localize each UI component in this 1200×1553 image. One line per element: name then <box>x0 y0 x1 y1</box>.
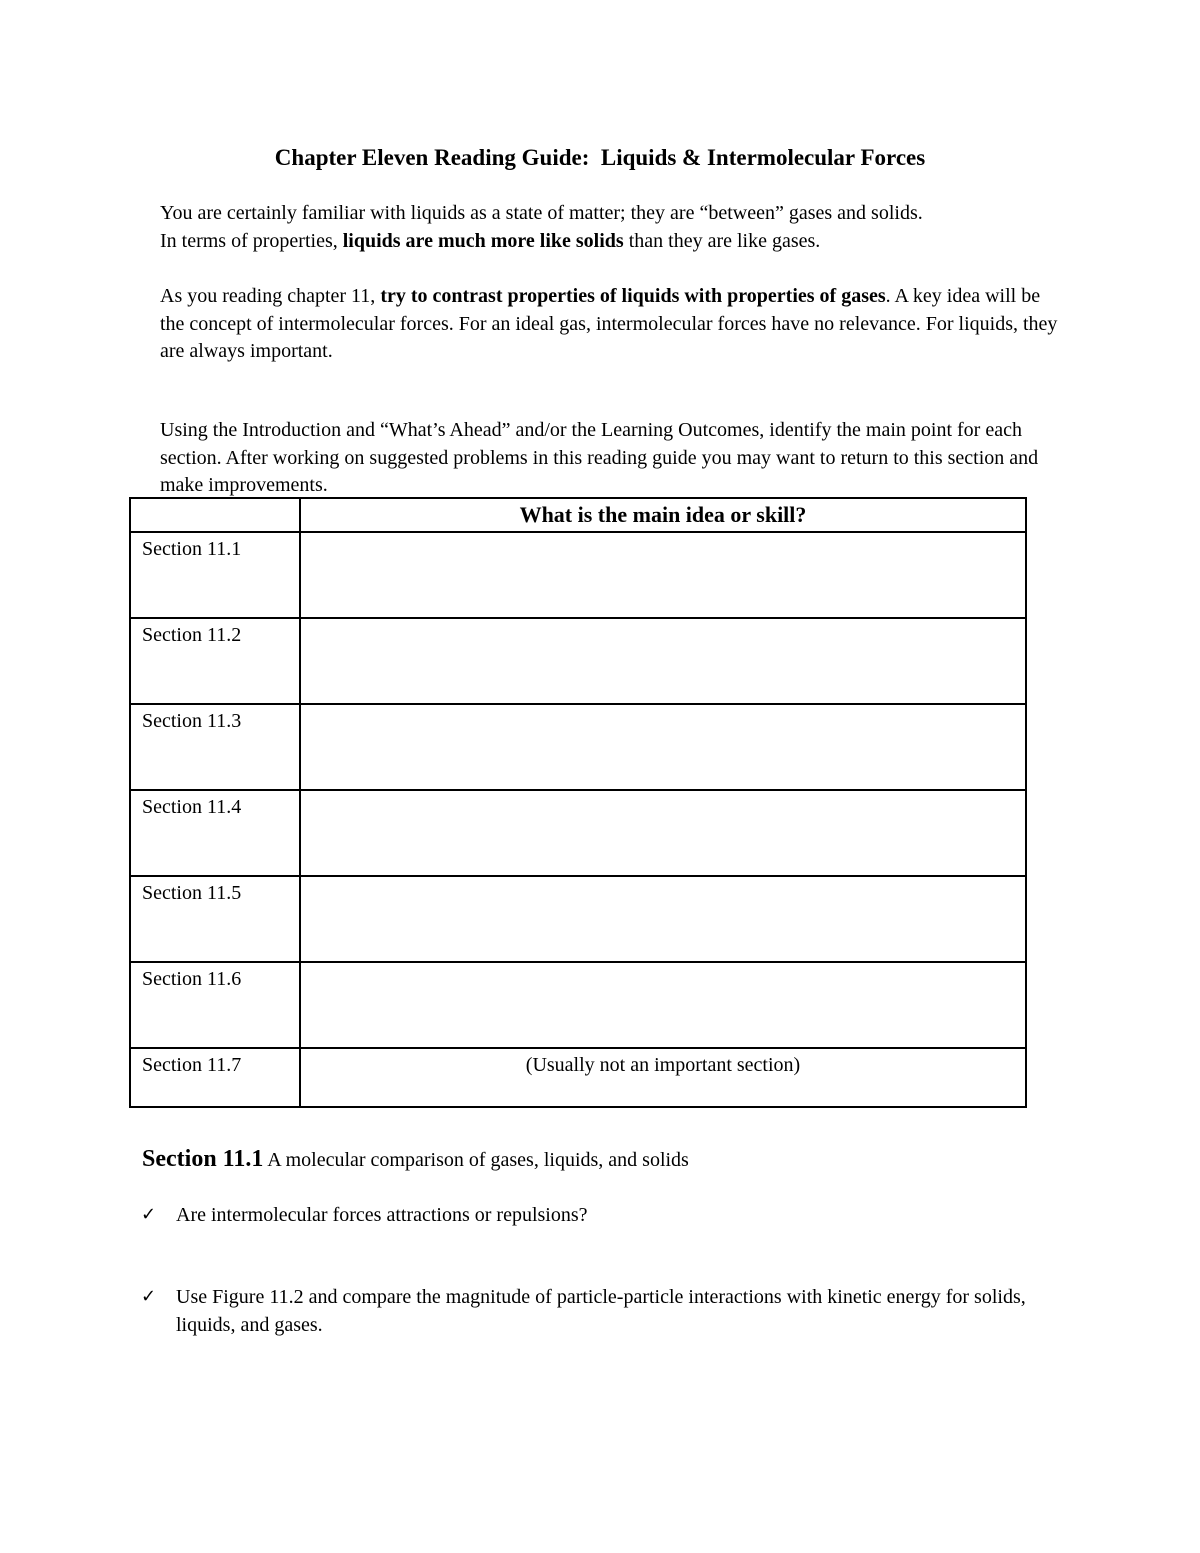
table-row <box>130 790 1026 876</box>
header-main-idea: What is the main idea or skill? <box>300 498 1026 532</box>
intro-line-2-post: than they are like gases. <box>623 229 821 252</box>
section-number: Section 11.1 <box>142 1146 264 1172</box>
main-idea-cell[interactable] <box>300 532 1026 618</box>
intro-line-2-bold: liquids are much more like solids <box>342 229 624 252</box>
main-idea-cell[interactable] <box>300 962 1026 1048</box>
question-text: Use Figure 11.2 and compare the magnitude of particle-particle interactions with kinetic energy for solids, liquids, and gases. <box>176 1286 1026 1336</box>
section-title: A molecular comparison of gases, liquids, and solids <box>263 1149 689 1171</box>
check-icon: ✓ <box>141 1286 157 1307</box>
intro-line-1: You are certainly familiar with liquids as a state of matter; they are “between” gases and solids. <box>160 202 923 224</box>
main-idea-cell[interactable] <box>300 618 1026 704</box>
question-text: Are intermolecular forces attractions or repulsions? <box>176 1204 588 1226</box>
contrast-post: . A key idea will be the concept of intermolecular forces. For an ideal gas, intermolecular forces have no relevance. For liquids, they are always important. <box>160 285 1058 362</box>
table-row <box>130 704 1026 790</box>
section-label: Section 11.4 <box>130 790 300 876</box>
contrast-bold: try to contrast properties of liquids with properties of gases <box>380 285 886 307</box>
table-row <box>130 618 1026 704</box>
intro-paragraph <box>160 200 1060 255</box>
section-label: Section 11.2 <box>130 618 300 704</box>
table-header-row <box>130 498 1026 532</box>
intro-line-2-pre: In terms of properties, <box>160 229 343 252</box>
header-empty-cell <box>130 498 300 532</box>
contrast-paragraph <box>160 283 1060 366</box>
section-label: Section 11.7 <box>130 1048 300 1107</box>
instructions-paragraph: Using the Introduction and “What’s Ahead” and/or the Learning Outcomes, identify the main point for each section. After working on suggested problems in this reading guide you may want to return to this section and make improvements. <box>160 419 1039 496</box>
table-row <box>130 876 1026 962</box>
section-label: Section 11.5 <box>130 876 300 962</box>
section-label: Section 11.6 <box>130 962 300 1048</box>
table-row <box>130 1048 1026 1107</box>
section-heading <box>142 1144 689 1175</box>
table-row <box>130 962 1026 1048</box>
main-idea-cell[interactable] <box>300 876 1026 962</box>
main-idea-cell[interactable] <box>300 704 1026 790</box>
main-idea-table <box>129 497 1027 1108</box>
contrast-pre: As you reading chapter 11, <box>160 285 381 307</box>
page-title: Chapter Eleven Reading Guide: Liquids & Intermolecular Forces <box>274 145 926 170</box>
section-label: Section 11.1 <box>130 532 300 618</box>
section-label: Section 11.3 <box>130 704 300 790</box>
main-idea-cell: (Usually not an important section) <box>300 1048 1026 1107</box>
main-idea-cell[interactable] <box>300 790 1026 876</box>
table-row <box>130 532 1026 618</box>
check-icon: ✓ <box>141 1204 157 1225</box>
